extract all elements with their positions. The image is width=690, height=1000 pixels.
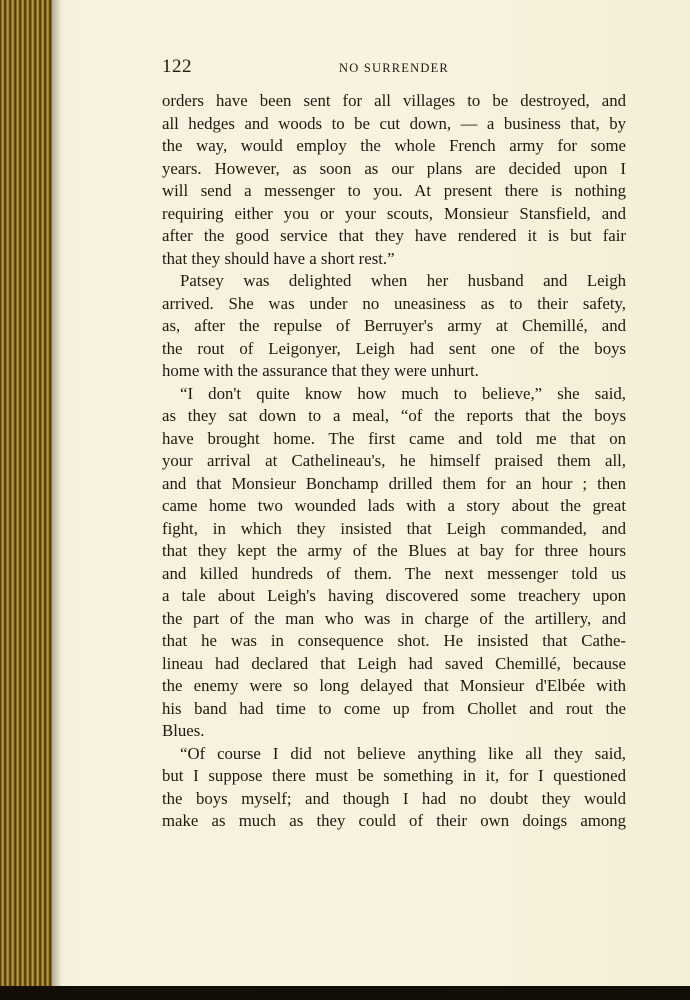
- text-line: home with the assurance that they were unhurt.: [162, 361, 479, 380]
- text-line: came home two wounded lads with a story about the great: [162, 496, 626, 515]
- text-line: the boys myself; and though I had no doubt they would: [162, 788, 626, 808]
- text-line: make as much as they could of their own doings among: [162, 811, 626, 830]
- text-line: that he was in consequence shot. He insisted that Cathe-: [162, 631, 626, 650]
- text-line: after the good service that they have rendered it is but fair: [162, 226, 626, 245]
- page-number: 122: [162, 56, 192, 77]
- text-line: lineau had declared that Leigh had saved Chemillé, because: [162, 653, 626, 673]
- text-line: “Of course I did not believe anything like all they said,: [180, 743, 626, 763]
- text-line: the enemy were so long delayed that Monsieur d'Elbée with: [162, 676, 626, 695]
- text-line: will send a messenger to you. At present there is nothing: [162, 181, 626, 200]
- page-header: [162, 56, 626, 80]
- running-head: NO SURRENDER: [339, 61, 449, 75]
- text-line: as, after the repulse of Berruyer's army at Chemillé, and: [162, 316, 626, 335]
- page-edges: [0, 0, 52, 992]
- text-line: “I don't quite know how much to believe,” she said,: [180, 383, 626, 403]
- text-line: orders have been sent for all villages to be destroyed, and: [162, 91, 626, 110]
- text-line: that they should have a short rest.”: [162, 248, 395, 268]
- text-line: Blues.: [162, 721, 205, 740]
- text-line: requiring either you or your scouts, Monsieur Stansfield, and: [162, 203, 626, 223]
- text-line: and that Monsieur Bonchamp drilled them for an hour ; then: [162, 473, 626, 493]
- text-line: your arrival at Cathelineau's, he himself praised them all,: [162, 451, 626, 470]
- text-line: the part of the man who was in charge of the artillery, and: [162, 608, 626, 628]
- text-line: the rout of Leigonyer, Leigh had sent one of the boys: [162, 338, 626, 358]
- bottom-shadow: [0, 986, 690, 1000]
- body-text: [162, 90, 626, 833]
- text-line: have brought home. The first came and told me that on: [162, 428, 626, 448]
- text-line: but I suppose there must be something in it, for I questioned: [162, 766, 626, 785]
- text-line: and killed hundreds of them. The next messenger told us: [162, 563, 626, 583]
- text-line: that they kept the army of the Blues at bay for three hours: [162, 541, 626, 560]
- text-line: a tale about Leigh's having discovered some treachery upon: [162, 586, 626, 605]
- text-line: arrived. She was under no uneasiness as to their safety,: [162, 293, 626, 313]
- text-line: as they sat down to a meal, “of the reports that the boys: [162, 406, 626, 425]
- text-line: years. However, as soon as our plans are decided upon I: [162, 158, 626, 178]
- text-line: Patsey was delighted when her husband and Leigh: [180, 271, 626, 290]
- text-line: fight, in which they insisted that Leigh commanded, and: [162, 518, 626, 538]
- text-line: all hedges and woods to be cut down, — a business that, by: [162, 113, 626, 133]
- text-line: his band had time to come up from Chollet and rout the: [162, 698, 626, 718]
- text-line: the way, would employ the whole French army for some: [162, 136, 626, 155]
